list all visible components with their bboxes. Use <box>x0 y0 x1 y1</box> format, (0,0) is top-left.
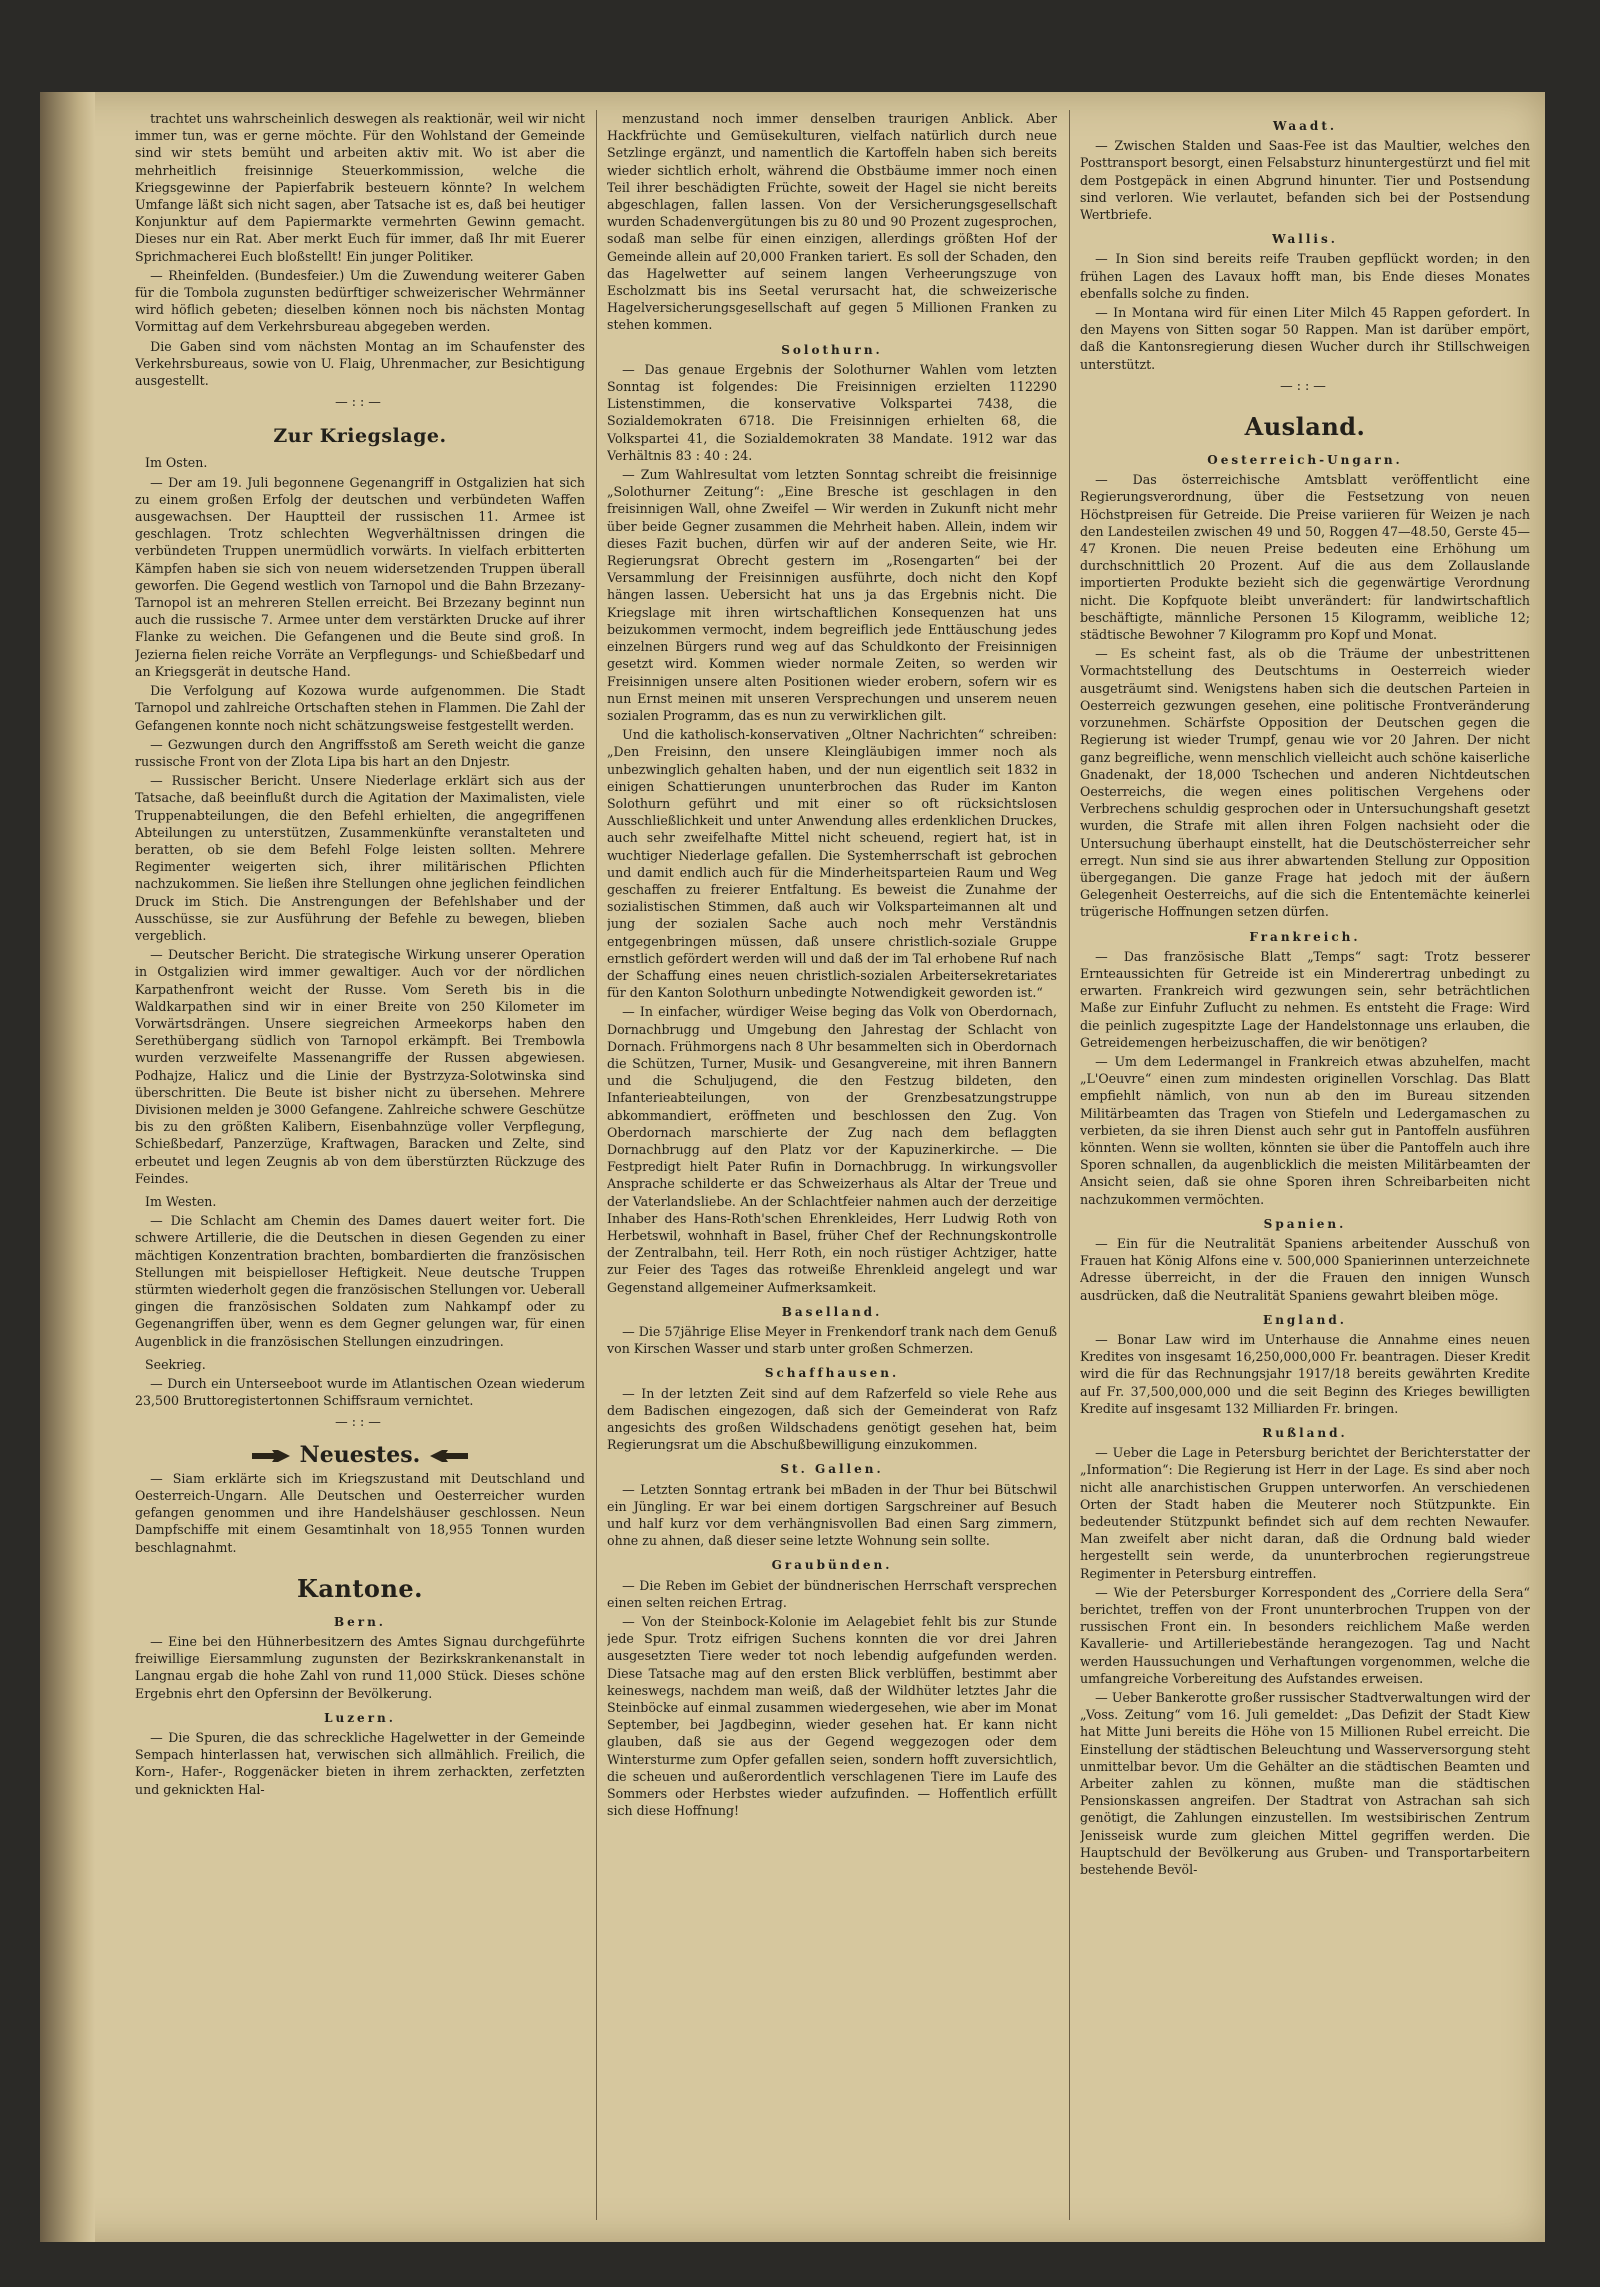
column-3 <box>1080 110 1530 2220</box>
paragraph: menzustand noch immer denselben traurigen Anblick. Aber Hackfrüchte und Gemüsekulturen, vielfach natürlich durch neue Setzlinge ergänzt, und namentlich die Kartoffeln haben sich bereits wieder sichtlich erholt, während die Obstbäume immer noch einen Teil ihrer beschädigten Früchte, soweit der Hagel sie nicht bereits abgeschlagen, fallen lassen. Von der Versicherungsgesellschaft wurden Schadenvergütungen bis zu 80 und 90 Prozent zugesprochen, sodaß man selbe für einen einzigen, allerdings größten Hof der Gemeinde allein auf 20,000 Franken tariert. Es soll der Schaden, den das Hagelwetter auf seinem langen Verheerungszuge von Escholzmatt bis ins Seetal verursacht hat, die schweizerische Hagelversicherungsgesellschaft auf gegen 5 Millionen Franken zu stehen kommen. <box>607 111 1057 333</box>
subheading-oesterreich-ungarn: Oesterreich-Ungarn. <box>1207 453 1403 468</box>
book-spine <box>40 92 95 2242</box>
paragraph: — Das genaue Ergebnis der Solothurner Wahlen vom letzten Sonntag ist folgendes: Die Freisinnigen erzielten 112290 Listenstimmen, die konservative Volkspartei 7438, die Sozialdemokraten 6718. Die Freisinnigen erhielten 68, die Volkspartei 41, die Sozialdemokraten 38 Mandate. 1912 war das Verhältnis 83 : 40 : 24. <box>607 361 1057 463</box>
subheading-seekrieg: Seekrieg. <box>145 1356 206 1372</box>
subheading-st-gallen: St. Gallen. <box>780 1462 884 1477</box>
paragraph: — In einfacher, würdiger Weise beging das Volk von Oberdornach, Dornachbrugg und Umgebung den Jahrestag der Schlacht von Dornach. Frühmorgens nach 8 Uhr besammelten sich in Oberdornach die Schützen, Turner, Musik- und Gesangvereine, mit ihren Bannern und die Schuljugend, die den Festzug bildeten, den Infanterieabteilungen, von der Grenzbesatzungstruppe abkommandiert, eröffneten und beschlossen den Zug. Von Oberdornach marschierte der Zug nach dem beflaggten Dornachbrugg auf den Platz vor der Kapuzinerkirche. — Die Festpredigt hielt Pater Rufin in Dornachbrugg. In wirkungsvoller Ansprache schilderte er das Schweizerhaus als Altar der Treue und der Vaterlandsliebe. An der Schlachtfeier nahmen auch der derzeitige Inhaber des Hans-Roth'schen Ehrenkleides, Herr Ludwig Roth von Herbetswil, wohnhaft in Basel, früher Chef der Rechnungskontrolle der Zentralbahn, teil. Herr Roth, ein noch rüstiger Achtziger, hatte zur Feier des Tages das rotweiße Ehrenkleid angelegt und war Gegenstand allgemeiner Aufmerksamkeit. <box>607 1004 1057 1295</box>
paragraph: — Russischer Bericht. Unsere Niederlage erklärt sich aus der Tatsache, daß beeinflußt durch die Agitation der Maximalisten, viele Truppenabteilungen, die den Befehl erhielten, die angegriffenen Abteilungen zu unterstützen, Zusammenkünfte veranstalteten und beratten, ob sie dem Befehl Folge leisten sollten. Mehrere Regimenter weigerten sich, ihrer militärischen Pflichten nachzukommen. Sie ließen ihre Stellungen ohne jeglichen feindlichen Druck im Stich. Die Anstrengungen der Befehlshaber und der Ausschüsse, sie zur Ausführung der Befehle zu bewegen, blieben vergeblich. <box>135 773 585 943</box>
section-heading-kriegslage: Zur Kriegslage. <box>273 425 447 448</box>
paragraph: Und die katholisch-konservativen „Oltner Nachrichten“ schreiben: „Den Freisinn, den unsere Kleingläubigen immer noch als unbezwinglich gehalten haben, und der nun eigentlich seit 1832 in einigen Schattierungen ununterbrochen das Ruder im Kanton Solothurn geführt und mit einer so oft rücksichtslosen Ausschließlichkeit und unter Anwendung alles erdenklichen Druckes, auch sehr zweifelhafte Mittel nicht scheuend, regiert hat, ist in wuchtiger Niederlage gefallen. Die Systemherrschaft ist gebrochen und damit endlich auch für die Minderheitsparteien Raum und Weg geschaffen zu freierer Entfaltung. Es beweist die Zunahme der sozialistischen Stimmen, daß auch wir Volksparteimannen alt und jung der sozialen Sache auch noch mehr Verständnis entgegenbringen müssen, daß unsere christlich-soziale Gruppe ernstlich gefördert werden will und daß der im Tal erhobene Ruf nach der Schaffung eines neuen christlich-sozialen Arbeitersekretariates für den Kanton Solothurn unbedingte Notwendigkeit geworden ist.“ <box>607 727 1057 1001</box>
subheading-schaffhausen: Schaffhausen. <box>764 1366 900 1381</box>
paragraph: Die Verfolgung auf Kozowa wurde aufgenommen. Die Stadt Tarnopol und zahlreiche Ortschaften stehen in Flammen. Die Zahl der Gefangenen konnte noch nicht schätzungsweise festgestellt werden. <box>135 683 585 733</box>
paragraph: — Ueber die Lage in Petersburg berichtet der Berichterstatter der „Information“: Die Regierung ist Herr in der Lage. Es sind aber noch nicht alle anarchistischen Gruppen unterworfen. An verschiedenen Orten der Stadt haben die Meuterer noch Stützpunkte. Ein bedeutender Stützpunkt befindet sich auf dem rechten Newaufer. Man zweifelt aber nicht daran, daß die Ordnung bald wieder hergestellt sein werde, da ununterbrochen regierungstreue Regimenter in Petersburg eintreffen. <box>1080 1445 1530 1581</box>
paragraph: — Die Schlacht am Chemin des Dames dauert weiter fort. Die schwere Artillerie, die die Deutschen in diesen Gegenden zu einer mächtigen Konzentration brachten, bombardierten die französischen Stellungen mit beispielloser Heftigkeit. Neue deutsche Truppen stürmten wiederholt gegen die französischen Stellungen vor. Ueberall gingen die französischen Soldaten zum Nahkampf oder zu Gegenangriffen über, wenn es dem Gegner gelungen war, für einen Augenblick in die französischen Stellungen einzudringen. <box>135 1213 585 1349</box>
paragraph: — In der letzten Zeit sind auf dem Rafzerfeld so viele Rehe aus dem Badischen eingezogen, daß sich der Gemeinderat von Rafz angesichts des großen Wildschadens genötigt gesehen hat, beim Regierungsrat um die Abschußbewilligung einzukommen. <box>607 1385 1057 1453</box>
separator: —::— <box>335 1414 385 1430</box>
column-1 <box>135 110 585 2220</box>
subheading-baselland: Baselland. <box>781 1304 883 1319</box>
paragraph: — Bonar Law wird im Unterhause die Annahme eines neuen Kredites von insgesamt 16,250,000,000 Fr. beantragen. Dieser Kredit wird die für das Rechnungsjahr 1917/18 bereits gewährten Kredite auf Fr. 37,500,000,000 und die seit Beginn des Krieges bewilligten Kredite auf insgesamt 132 Milliarden Fr. bringen. <box>1080 1332 1530 1416</box>
newspaper-page <box>40 92 1545 2242</box>
paragraph: — Eine bei den Hühnerbesitzern des Amtes Signau durchgeführte freiwillige Eiersammlung zugunsten der Bezirkskrankenanstalt in Langnau ergab die hohe Zahl von rund 11,000 Stück. Dieses schöne Ergebnis ehrt den Opfersinn der Bevölkerung. <box>135 1634 585 1701</box>
paragraph: — Die Reben im Gebiet der bündnerischen Herrschaft versprechen einen selten reichen Ertrag. <box>607 1577 1057 1610</box>
column-rule <box>1069 110 1070 2220</box>
paragraph: — Das französische Blatt „Temps“ sagt: Trotz besserer Ernteaussichten für Getreide ist ein Minderertrag unbedingt zu erwarten. Frankreich wird gezwungen sein, sehr beträchtlichen Maße zur Einfuhr Zuflucht zu nehmen. Es entsteht die Frage: Wird die peinlich zugespitzte Lage der Handelstonnage uns erlauben, die Getreidemengen herbeizuschaffen, die wir benötigen? <box>1080 948 1530 1050</box>
paragraph: Die Gaben sind vom nächsten Montag an im Schaufenster des Verkehrsbureaus, sowie von U. Flaig, Uhrenmacher, zur Besichtigung ausgestellt. <box>135 338 585 389</box>
paragraph: — Zum Wahlresultat vom letzten Sonntag schreibt die freisinnige „Solothurner Zeitung“: „Eine Bresche ist geschlagen in den freisinnigen Wall, ohne Zweifel — Wir werden in Zukunft nicht mehr über beide Gegner zusammen die Mehrheit haben. Allein, indem wir dieses Fazit buchen, dürfen wir auf der anderen Seite, wie Hr. Regierungsrat Obrecht gestern im „Rosengarten“ bei der Versammlung der Freisinnigen ausführte, doch nicht den Kopf hängen lassen. Uebersicht hat uns ja das Ergebnis nicht. Die Kriegslage mit ihren wirtschaftlichen Konsequenzen hat uns beizukommen vermocht, indem begreiflich jede Enttäuschung jedes einzelnen Bürgers rund weg auf das Schuldkonto der Freisinnigen gesetzt wird. Kommen wieder normale Zeiten, so werden wir Freisinnigen unsere alten Positionen wieder erobern, sofern wir es nun Ernst meinen mit unseren Versprechungen und unserem neuen sozialen Programm, das es nun zu verwirklichen gilt. <box>607 467 1057 723</box>
section-heading-neuestes <box>135 1441 585 1468</box>
paragraph: — Die 57jährige Elise Meyer in Frenkendorf trank nach dem Genuß von Kirschen Wasser und starb unter großen Schmerzen. <box>607 1324 1057 1357</box>
paragraph: — Es scheint fast, als ob die Träume der unbestrittenen Vormachtstellung des Deutschtums in Oesterreich wieder ausgeträumt sind. Wenigstens haben sich die deutschen Parteien in Oesterreich gezwungen gesehen, eine politische Frontveränderung vorzunehmen. Schärfste Opposition der Deutschen gegen die Regierung ist wieder Trumpf, genau wie vor 20 Jahren. Der nicht ganz begreifliche, wenn menschlich vielleicht auch schöne kaiserliche Gnadenakt, der 18,000 Tschechen und anderen Nichtdeutschen Oesterreichs, die wegen eines politischen Vergehens oder Verbrechens schuldig gesprochen oder in Untersuchungshaft gesetzt wurden, die Strafe mit allen ihren Folgen nachsieht oder die Untersuchung überhaupt einstellt, hat die Deutschösterreicher sehr erregt. Nun sind sie aus ihrer abwartenden Stellung zur Opposition übergegangen. Die ganze Frage hat jedoch mit der äußern Gelegenheit Oesterreichs, auf die sich die Ententemächte keinerlei trügerische Hoffnungen setzen dürfen. <box>1080 646 1530 920</box>
paragraph: — Durch ein Unterseeboot wurde im Atlantischen Ozean wiederum 23,500 Bruttoregistertonnen Schiffsraum vernichtet. <box>135 1376 585 1409</box>
paragraph: — Siam erklärte sich im Kriegszustand mit Deutschland und Oesterreich-Ungarn. Alle Deutschen und Oesterreicher wurden gefangen genommen und ihre Handelshäuser geschlossen. Neun Dampfschiffe mit einem Gesamtinhalt von 18,955 Tonnen wurden beschlagnahmt. <box>135 1470 585 1555</box>
paragraph: — Der am 19. Juli begonnene Gegenangriff in Ostgalizien hat sich zu einem großen Erfolg der deutschen und verbündeten Waffen ausgewachsen. Der Hauptteil der russischen 11. Armee ist geschlagen. Trotz schlechten Wegverhältnissen dringen die verbündeten Truppen unermüdlich vorwärts. In vielfach erbitterten Kämpfen haben sie sich von neuem widersetzenden Truppen überall geworfen. Die Gegend westlich von Tarnopol und die Bahn Brzezany-Tarnopol ist an mehreren Stellen erreicht. Bei Brzezany beginnt nun auch die russische 7. Armee unter dem verstärkten Drucke auf ihrer Flanke zu weichen. Die Gefangenen und die Beute sind groß. In Jezierna fielen reiche Vorräte an Verpflegungs- und Schießbedarf und an Kriegsgerät in deutsche Hand. <box>135 474 585 679</box>
subheading-solothurn: Solothurn. <box>781 342 883 357</box>
column-2 <box>607 110 1057 2220</box>
pointing-hand-right-icon <box>250 1449 292 1463</box>
separator: —::— <box>335 394 385 410</box>
paragraph: — Rheinfelden. (Bundesfeier.) Um die Zuwendung weiterer Gaben für die Tombola zugunsten bedürftiger schweizerischer Wehrmänner wird höflich gebeten; dieselben können noch bis nächsten Montag Vormittag auf dem Verkehrsbureau abgegeben werden. <box>135 267 585 335</box>
subheading-graubuenden: Graubünden. <box>771 1558 893 1573</box>
subheading-russland: Rußland. <box>1262 1426 1348 1441</box>
subheading-wallis: Wallis. <box>1272 232 1338 247</box>
neuestes-title: Neuestes. <box>299 1441 421 1468</box>
separator: —::— <box>1280 377 1330 393</box>
section-heading-kantone: Kantone. <box>296 1573 424 1603</box>
paragraph: — Die Spuren, die das schreckliche Hagelwetter in der Gemeinde Sempach hinterlassen hat, verwischen sich allmählich. Freilich, die Korn-, Hafer-, Roggenäcker bieten in ihrem zerhackten, zerfetzten und geknickten Hal- <box>135 1730 585 1797</box>
paragraph: — Deutscher Bericht. Die strategische Wirkung unserer Operation in Ostgalizien wird immer gewaltiger. Auch vor der nördlichen Karpathenfront weicht der Russe. Vom Sereth bis in die Waldkarpathen sind wir in einer Breite von 250 Kilometer im Vorwärtsdrängen. Unsere siegreichen Armeekorps haben den Serethübergang südlich von Tarnopol erkämpft. Bei Trembowla wurden verzweifelte Massenangriffe der Russen abgewiesen. Podhajze, Halicz und die Linie der Bystrzyza-Solotwinska sind überschritten. Die Beute ist bisher nicht zu übersehen. Mehrere Divisionen melden je 3000 Gefangene. Zahlreiche schwere Geschütze bis zu den größten Kalibern, Eisenbahnzüge voller Verpflegung, Schießbedarf, Panzerzüge, Kraftwagen, Baracken und Zelte, sind erbeutet und legen Zeugnis ab von dem überstürzten Rückzuge des Feindes. <box>135 947 585 1186</box>
pointing-hand-left-icon <box>428 1449 470 1463</box>
paragraph: — Ein für die Neutralität Spaniens arbeitender Ausschuß von Frauen hat König Alfons eine v. 500,000 Spanierinnen unterzeichnete Adresse überreicht, in der die Frauen den innigen Wunsch ausdrücken, daß die Neutralität Spaniens gewahrt bleiben möge. <box>1080 1235 1530 1303</box>
subheading-waadt: Waadt. <box>1272 119 1338 133</box>
subheading-spanien: Spanien. <box>1263 1216 1347 1231</box>
subheading-osten: Im Osten. <box>145 455 208 471</box>
paragraph: trachtet uns wahrscheinlich deswegen als reaktionär, weil wir nicht immer tun, was er gerne möchte. Für den Wohlstand der Gemeinde sind wir stets bemüht und arbeiten aktiv mit. Wo ist aber die mehrheitlich freisinnige Steuerkommission, welche die Kriegsgewinne der Papierfabrik besteuern könnte? In welchem Umfange läßt sich nicht sagen, aber Tatsache ist es, daß bei heutiger Konjunktur auf dem Papiermarkte vermehrten Gewinn gemacht. Dieses nur ein Rat. Aber merkt Euch für immer, daß Ihr mit Euerer Sprichmacherei Euch bloßstellt! Ein junger Politiker. <box>135 111 585 264</box>
paragraph: — Letzten Sonntag ertrank bei mBaden in der Thur bei Bütschwil ein Jüngling. Er war bei einem dortigen Sargschreiner auf Besuch und half kurz vor dem verhängnisvollen Bad einen Sarg zimmern, ohne zu ahnen, daß dieser seine letzte Wohnung sein sollte. <box>607 1481 1057 1549</box>
paragraph: — Das österreichische Amtsblatt veröffentlicht eine Regierungsverordnung, über die Festsetzung von neuen Höchstpreisen für Getreide. Die Preise variieren für Weizen je nach den Landesteilen zwischen 49 und 50, Roggen 47—48.50, Gerste 45—47 Kronen. Die neuen Preise bedeuten eine Erhöhung um durchschnittlich 20 Prozent. Auf die aus dem Zollauslande importierten Produkte bezieht sich die gegenwärtige Verordnung nicht. Die Kopfquote bleibt unverändert: für landwirtschaftlich beschäftigte, männliche Personen 15 Kilogramm, weibliche 12; städtische Bewohner 7 Kilogramm pro Kopf und Monat. <box>1080 472 1530 643</box>
subheading-luzern: Luzern. <box>324 1710 396 1725</box>
paragraph: — Zwischen Stalden und Saas-Fee ist das Maultier, welches den Posttransport besorgt, einen Felsabsturz hinuntergestürzt und fiel mit dem Postgepäck in einen Abgrund hinunter. Tier und Postsendung sind verloren. Wie verlautet, befanden sich bei der Postsendung Wertbriefe. <box>1080 138 1530 223</box>
subheading-westen: Im Westen. <box>145 1193 217 1209</box>
paragraph: — Wie der Petersburger Korrespondent des „Corriere della Sera“ berichtet, treffen von der Front ununterbrochen Truppen von der russischen Front ein. In besonders reichlichem Maße werden Kavallerie- und Artilleriebestände herangezogen. Tag und Nacht werden Haussuchungen und Verhaftungen vorgenommen, welche die umfangreiche Vorbereitung des Aufstandes erweisen. <box>1080 1584 1530 1686</box>
column-rule <box>596 110 597 2220</box>
subheading-bern: Bern. <box>333 1614 386 1629</box>
paragraph: — Gezwungen durch den Angriffsstoß am Sereth weicht die ganze russische Front von der Zlota Lipa bis hart an den Dnjestr. <box>135 736 585 769</box>
subheading-frankreich: Frankreich. <box>1249 929 1361 944</box>
paragraph: — Ueber Bankerotte großer russischer Stadtverwaltungen wird der „Voss. Zeitung“ vom 16. Juli gemeldet: „Das Defizit der Stadt Kiew hat Mitte Juni bereits die Höhe von 15 Millionen Rubel erreicht. Die Einstellung der städtischen Beleuchtung und Wasserversorgung steht unmittelbar bevor. Um die Gehälter an die städtischen Beamten und Arbeiter zahlen zu können, mußte man die städtischen Pensionskassen angreifen. Der Stadtrat von Astrachan sah sich genötigt, die Zahlungen einzustellen. Im westsibirischen Zentrum Jenisseisk wurde zum gleichen Mittel gegriffen werden. Die Hauptschuld der Bevölkerung aus Gruben- und Transportarbeitern bestehende Bevöl- <box>1080 1690 1530 1878</box>
section-heading-ausland: Ausland. <box>1244 412 1366 442</box>
paragraph: — Von der Steinbock-Kolonie im Aelagebiet fehlt bis zur Stunde jede Spur. Trotz eifrigen Suchens konnten die vor drei Jahren ausgesetzten Tiere weder tot noch lebendig aufgefunden werden. Diese Tatsache mag auf den ersten Blick verblüffen, bestimmt aber keineswegs, nachdem man weiß, daß der Wildhüter letztes Jahr die Steinböcke auf einmal zusammen wiedergesehen, wie aber im Monat September, bei Jagdbeginn, wieder gesehen hat. Er kann nicht glauben, daß sie aus der Gegend weggezogen oder dem Wintersturme zum Opfer gefallen seien, sondern hofft zuversichtlich, die scheuen und außerordentlich verschlagenen Tiere im Laufe des Sommers oder Herbstes wieder aufzufinden. — Hoffentlich erfüllt sich diese Hoffnung! <box>607 1614 1057 1819</box>
subheading-england: England. <box>1263 1312 1347 1327</box>
paragraph: — Um dem Ledermangel in Frankreich etwas abzuhelfen, macht „L'Oeuvre“ einen zum mindesten originellen Vorschlag. Das Blatt empfiehlt nämlich, von nun ab den im Bureau sitzenden Militärbeamten das Tragen von Stiefeln und Ledergamaschen zu verbieten, da sie ihren Dienst auch sehr gut in Pantoffeln ausführen könnten. Wenn sie wollten, könnten sie über die Pantoffeln auch ihre Sporen schnallen, da augenblicklich die meisten Militärbeamten der Ansicht seien, daß sie ohne Sporen ihren Schreibarbeiten nicht nachzukommen vermöchten. <box>1080 1053 1530 1207</box>
paragraph: — In Montana wird für einen Liter Milch 45 Rappen gefordert. In den Mayens von Sitten sogar 50 Rappen. Man ist darüber empört, daß die Kantonsregierung diesen Wucher durch ihr Stillschweigen unterstützt. <box>1080 305 1530 372</box>
paragraph: — In Sion sind bereits reife Trauben gepflückt worden; in den frühen Lagen des Lavaux hofft man, bis Ende dieses Monates ebenfalls solche zu finden. <box>1080 251 1530 301</box>
